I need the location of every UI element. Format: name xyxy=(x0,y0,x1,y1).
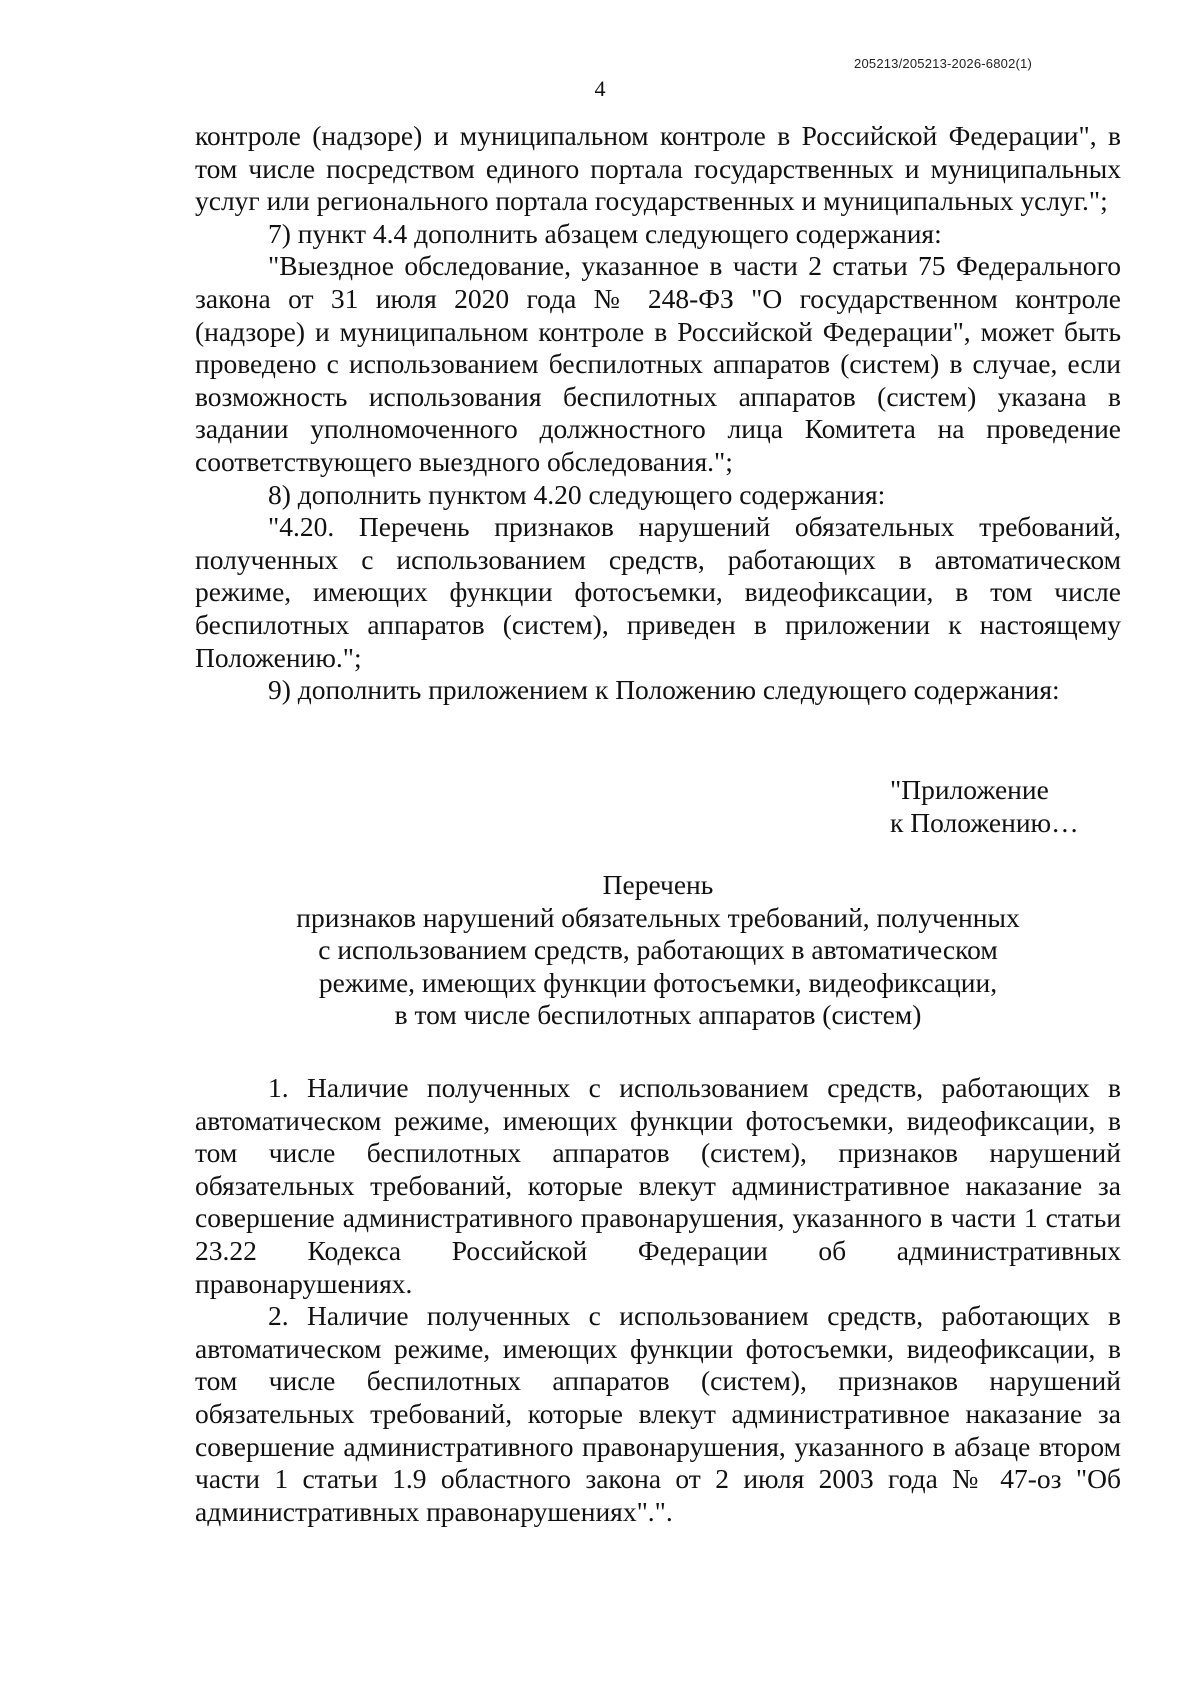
list-item-1: 1. Наличие полученных с использованием средств, работающих в автоматическом режиме, имеющих функции фотосъемки, видеофиксации, в том числе беспилотных аппаратов (систем), признаков нарушений обязательных требований, которые влекут административное наказание за совершение административного правонарушения, указанного в части 1 статьи 23.22 Кодекса Российской Федерации об административных правонарушениях. xyxy=(195,1072,1121,1299)
violations-list xyxy=(195,1072,1121,1528)
list-heading: Перечень xyxy=(602,869,714,900)
list-subtitle-line: признаков нарушений обязательных требований, полученных xyxy=(296,901,1020,933)
list-subtitle-line: режиме, имеющих функции фотосъемки, видеофиксации, xyxy=(318,966,998,998)
list-subtitle-line: в том числе беспилотных аппаратов (систем) xyxy=(394,999,922,1031)
paragraph-item-7: 7) пункт 4.4 дополнить абзацем следующего содержания: xyxy=(268,217,942,249)
page-number: 4 xyxy=(594,76,606,101)
paragraph-item-9: 9) дополнить приложением к Положению следующего содержания: xyxy=(268,674,1060,706)
appendix-label-line: "Приложение xyxy=(890,774,1049,805)
appendix-label xyxy=(890,774,1079,839)
list-subtitle-line: с использованием средств, работающих в автоматическом xyxy=(318,934,998,966)
paragraph-item-8: 8) дополнить пунктом 4.20 следующего содержания: xyxy=(268,478,886,510)
list-item-2: 2. Наличие полученных с использованием средств, работающих в автоматическом режиме, имеющих функции фотосъемки, видеофиксации, в том числе беспилотных аппаратов (систем), признаков нарушений обязательных требований, которые влекут административное наказание за совершение административного правонарушения, указанного в абзаце втором части 1 статьи 1.9 областного закона от 2 июля 2003 года № 47-оз "Об административных правонарушениях".". xyxy=(195,1300,1121,1527)
paragraph-continuation: контроле (надзоре) и муниципальном контроле в Российской Федерации", в том числе посредством единого портала государственных и муниципальных услуг или регионального портала государственных и муниципальных услуг."; xyxy=(195,120,1121,217)
paragraph-clause-4-20: "4.20. Перечень признаков нарушений обязательных требований, полученных с использованием средств, работающих в автоматическом режиме, имеющих функции фотосъемки, видеофиксации, в том числе беспилотных аппаратов (систем), приведен в приложении к настоящему Положению."; xyxy=(195,511,1121,673)
document-id: 205213/205213-2026-6802(1) xyxy=(854,56,1032,71)
appendix-label-line: к Положению… xyxy=(890,806,1079,838)
paragraph-field-inspection: "Выездное обследование, указанное в части 2 статьи 75 Федерального закона от 31 июля 2020 года № 248-ФЗ "О государственном контроле (надзоре) и муниципальном контроле в Российской Федерации", может быть проведено с использованием беспилотных аппаратов (систем) в случае, если возможность использования беспилотных аппаратов (систем) указана в задании уполномоченного должностного лица Комитета на проведение соответствующего выездного обследования."; xyxy=(195,250,1121,477)
list-title xyxy=(195,869,1121,1032)
amendments-text xyxy=(195,120,1121,707)
